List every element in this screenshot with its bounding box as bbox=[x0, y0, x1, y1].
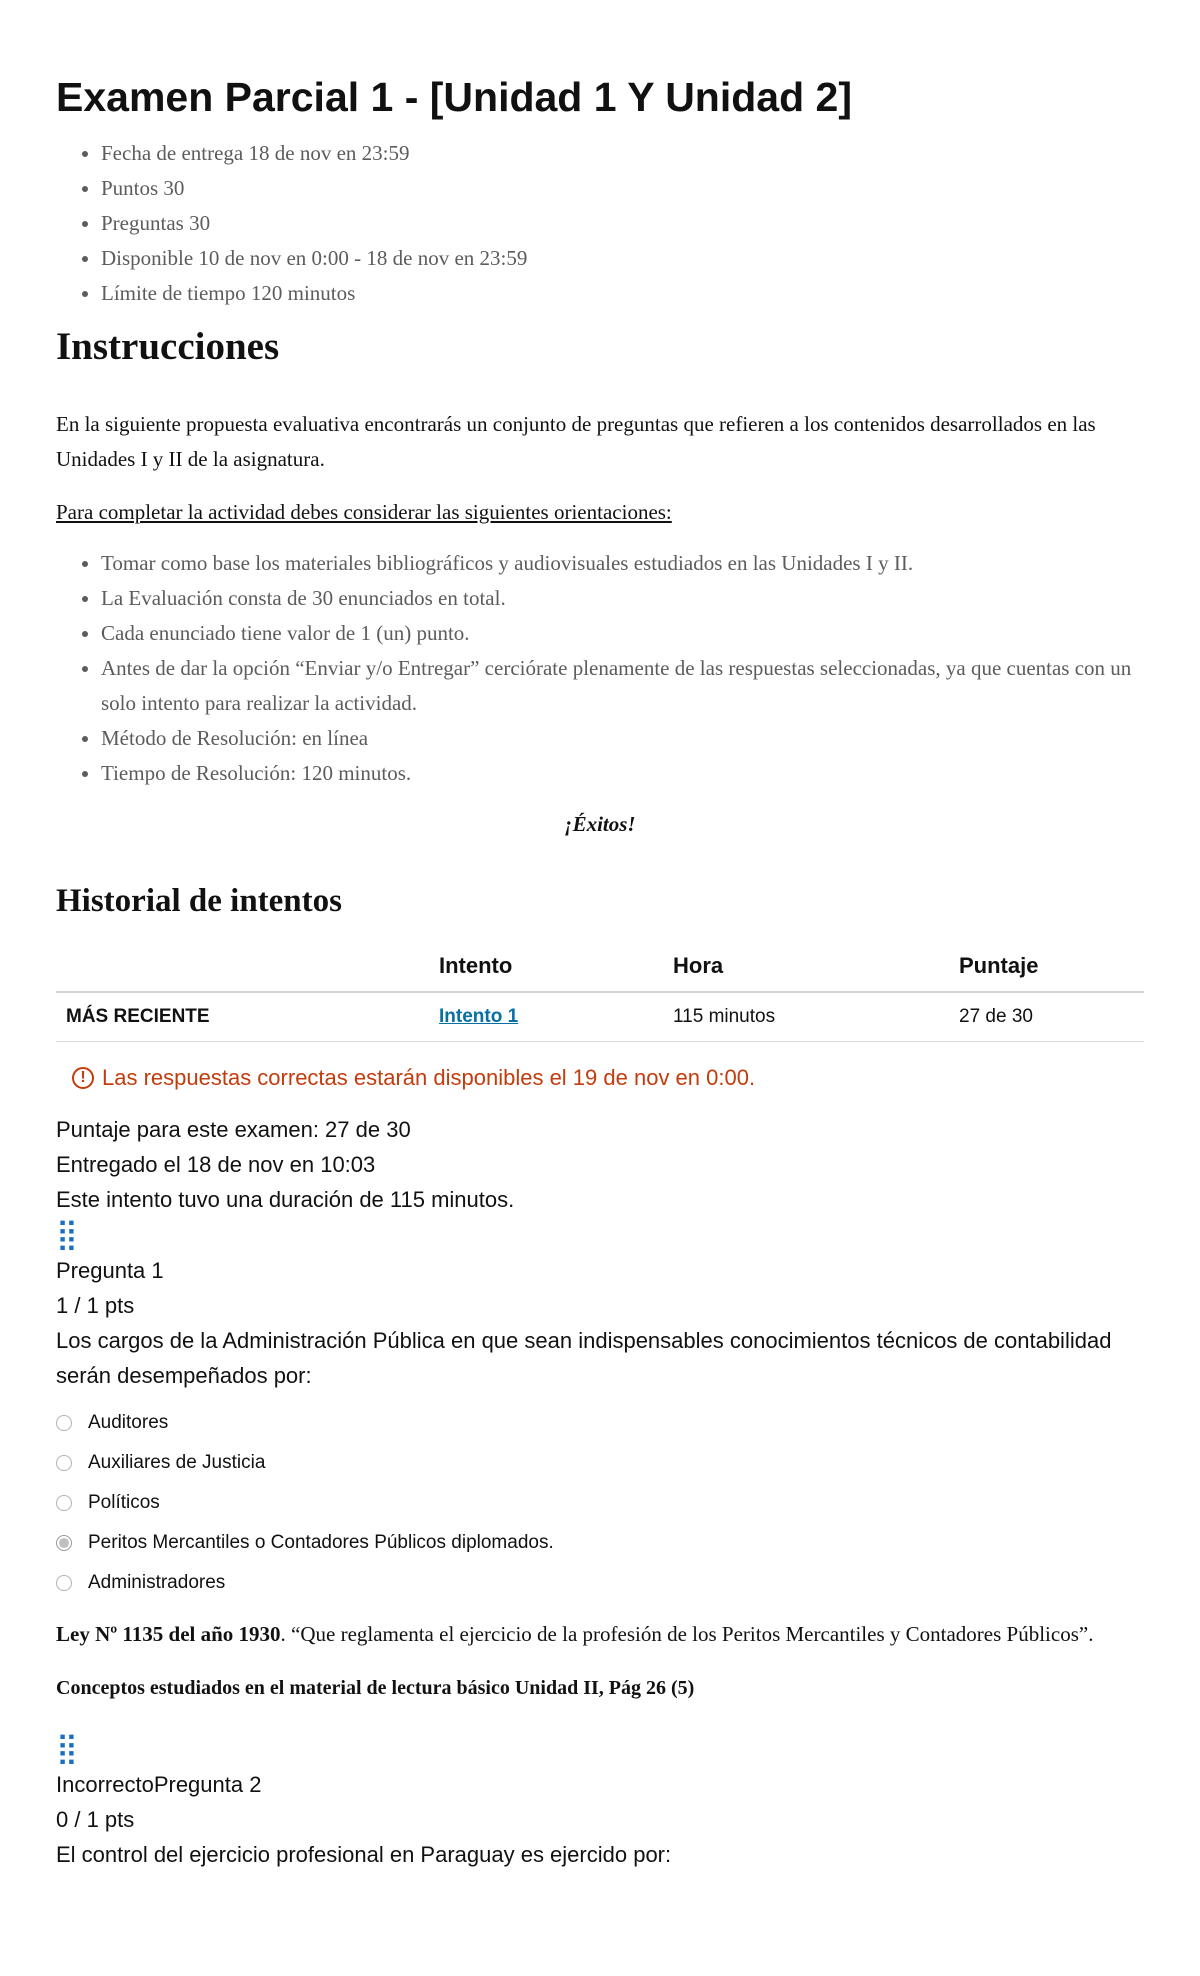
attempt-history-table bbox=[56, 941, 1144, 1042]
orientation-list bbox=[56, 546, 1144, 791]
attempt-summary bbox=[56, 1112, 1144, 1217]
detail-questions: • Preguntas 30 bbox=[101, 206, 1144, 241]
answer-label: Políticos bbox=[88, 1492, 160, 1513]
exam-score: Puntaje para este examen: 27 de 30 bbox=[56, 1117, 411, 1142]
orientation-item: • Tiempo de Resolución: 120 minutos. bbox=[101, 756, 1144, 791]
radio-button[interactable] bbox=[56, 1455, 72, 1471]
question-text: Los cargos de la Administración Pública en que sean indispensables conocimientos técnicos de contabilidad serán desempeñados por: bbox=[56, 1328, 1112, 1388]
detail-points: • Puntos 30 bbox=[101, 171, 1144, 206]
detail-due-date: • Fecha de entrega 18 de nov en 23:59 bbox=[101, 136, 1144, 171]
page-title: Examen Parcial 1 - [Unidad 1 Y Unidad 2] bbox=[56, 74, 852, 120]
orientation-item: • Cada enunciado tiene valor de 1 (un) punto. bbox=[101, 616, 1144, 651]
submitted-date: Entregado el 18 de nov en 10:03 bbox=[56, 1152, 376, 1177]
question-1 bbox=[56, 1217, 1144, 1703]
radio-button[interactable] bbox=[56, 1415, 72, 1431]
radio-button-selected[interactable] bbox=[56, 1535, 72, 1551]
answer-label: Auditores bbox=[88, 1412, 169, 1433]
answer-option[interactable] bbox=[56, 1563, 1144, 1603]
answer-list bbox=[56, 1403, 1144, 1603]
column-header-time: Hora bbox=[663, 941, 949, 992]
correct-answers-notice bbox=[56, 1062, 1144, 1094]
attempt-cell bbox=[429, 992, 663, 1042]
answer-option[interactable] bbox=[56, 1483, 1144, 1523]
orientation-item: • Antes de dar la opción “Enviar y/o Entregar” cerciórate plenamente de las respuestas seleccionadas, ya que cuentas con un solo intento para realizar la actividad. bbox=[101, 651, 1144, 721]
answer-label: Auxiliares de Justicia bbox=[88, 1452, 266, 1473]
answer-label: Peritos Mercantiles o Contadores Públicos diplomados. bbox=[88, 1532, 554, 1553]
instructions-intro: En la siguiente propuesta evaluativa encontrarás un conjunto de preguntas que refieren a los contenidos desarrollados en las Unidades I y II de la asignatura. bbox=[56, 412, 1096, 471]
exam-details-list bbox=[56, 136, 1144, 311]
answer-feedback bbox=[56, 1617, 1144, 1652]
detail-available: • Disponible 10 de nov en 0:00 - 18 de nov en 23:59 bbox=[101, 241, 1144, 276]
column-header-score: Puntaje bbox=[949, 941, 1144, 992]
column-header-attempt: Intento bbox=[429, 941, 663, 992]
column-header-blank bbox=[56, 941, 429, 992]
question-2 bbox=[56, 1731, 1144, 1872]
feedback-law: Ley Nº 1135 del año 1930 bbox=[56, 1622, 281, 1646]
question-title: Pregunta 1 bbox=[56, 1258, 164, 1283]
orientation-heading: Para completar la actividad debes considerar las siguientes orientaciones: bbox=[56, 500, 672, 524]
row-label-most-recent: MÁS RECIENTE bbox=[56, 992, 429, 1042]
table-row bbox=[56, 992, 1144, 1042]
answer-label: Administradores bbox=[88, 1572, 226, 1593]
question-points: 1 / 1 pts bbox=[56, 1293, 135, 1318]
instructions-heading: Instrucciones bbox=[56, 325, 280, 368]
answer-option[interactable] bbox=[56, 1403, 1144, 1443]
history-heading: Historial de intentos bbox=[56, 883, 342, 919]
attempt-duration: Este intento tuvo una duración de 115 minutos. bbox=[56, 1187, 515, 1212]
attempt-link[interactable]: Intento 1 bbox=[439, 1006, 519, 1027]
drag-handle-icon[interactable]: ⣿ bbox=[56, 1218, 75, 1251]
score-cell: 27 de 30 bbox=[949, 992, 1144, 1042]
answer-option-selected[interactable] bbox=[56, 1523, 1144, 1563]
concept-reference: Conceptos estudiados en el material de lectura básico Unidad II, Pág 26 (5) bbox=[56, 1677, 695, 1699]
orientation-item: • Tomar como base los materiales bibliográficos y audiovisuales estudiados en las Unidades I y II. bbox=[101, 546, 1144, 581]
drag-handle-icon[interactable]: ⣿ bbox=[56, 1732, 75, 1765]
table-header-row bbox=[56, 941, 1144, 992]
question-title: IncorrectoPregunta 2 bbox=[56, 1772, 262, 1797]
radio-button[interactable] bbox=[56, 1495, 72, 1511]
orientation-item: • Método de Resolución: en línea bbox=[101, 721, 1144, 756]
time-cell: 115 minutos bbox=[663, 992, 949, 1042]
radio-button[interactable] bbox=[56, 1575, 72, 1591]
detail-time-limit: • Límite de tiempo 120 minutos bbox=[101, 276, 1144, 311]
question-text: El control del ejercicio profesional en Paraguay es ejercido por: bbox=[56, 1842, 672, 1867]
warning-icon: ! bbox=[72, 1067, 94, 1089]
feedback-text: . “Que reglamenta el ejercicio de la profesión de los Peritos Mercantiles y Contadores Públicos”. bbox=[280, 1622, 1094, 1646]
question-points: 0 / 1 pts bbox=[56, 1807, 135, 1832]
answer-option[interactable] bbox=[56, 1443, 1144, 1483]
orientation-item: • La Evaluación consta de 30 enunciados en total. bbox=[101, 581, 1144, 616]
notice-text: Las respuestas correctas estarán disponibles el 19 de nov en 0:00. bbox=[102, 1065, 756, 1090]
closing-message: ¡Éxitos! bbox=[564, 812, 636, 836]
